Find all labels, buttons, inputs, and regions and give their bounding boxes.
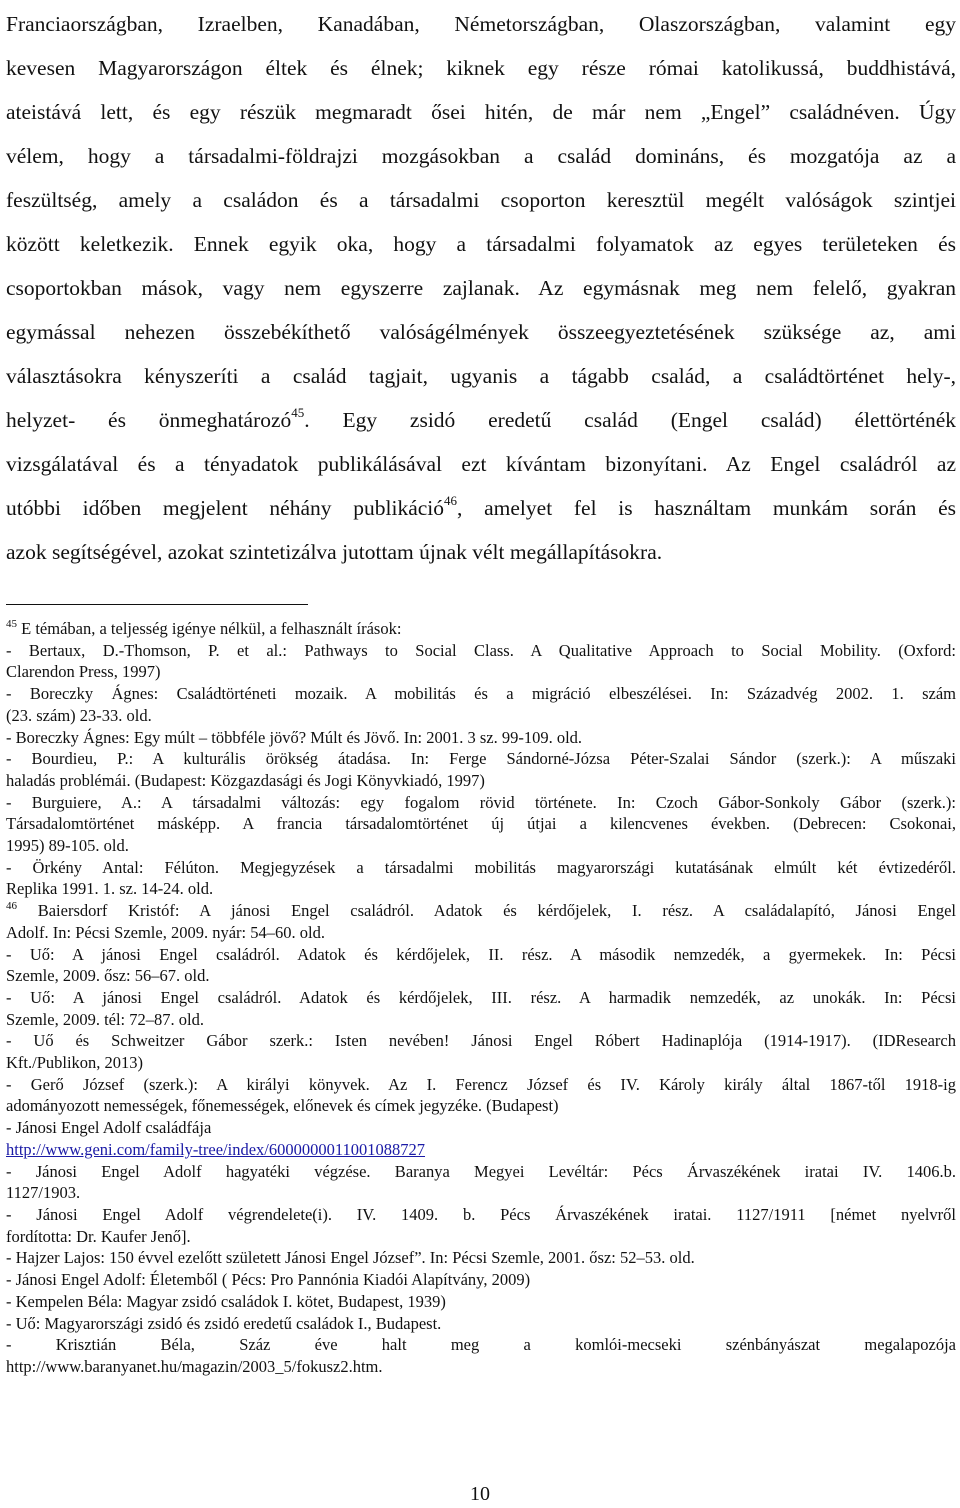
footnote-line: Szemle, 2009. tél: 72–87. old. xyxy=(6,1009,204,1029)
body-line: kevesen Magyarországon éltek és élnek; kiknek egy része római katolikussá, buddhistává, xyxy=(6,56,956,80)
footnote-line: - Gerő József (szerk.): A királyi könyvek. Az I. Ferencz József és IV. Károly király által 1867-től 1918-ig xyxy=(6,1074,956,1094)
footnote-ref-46[interactable]: 46 xyxy=(444,492,458,508)
body-line: között keletkezik. Ennek egyik oka, hogy a társadalmi folyamatok az egyes területeken és xyxy=(6,232,956,256)
footnote-line: - Bourdieu, P.: A kulturális örökség átadása. In: Ferge Sándorné-Józsa Péter-Szalai Sándor (szerk.): A műszaki xyxy=(6,749,956,769)
body-text-segment: helyzet- és önmeghatározó xyxy=(6,408,292,432)
footnote-line: - Jánosi Engel Adolf hagyatéki végzése. Baranya Megyei Levéltár: Pécs Árvaszékének iratai IV. 1406.b. xyxy=(6,1161,956,1181)
footnote-line: - Örkény Antal: Félúton. Megjegyzések a társadalmi mobilitás magyarországi kutatásának elmúlt két évtizedéről. xyxy=(6,857,956,877)
geni-family-tree-link[interactable]: http://www.geni.com/family-tree/index/6000000011001088727 xyxy=(6,1139,426,1159)
page-number: 10 xyxy=(470,1483,490,1505)
footnote-46-references-continued xyxy=(6,1161,956,1378)
footnote-line: - Kempelen Béla: Magyar zsidó családok I. kötet, Budapest, 1939) xyxy=(6,1291,446,1311)
footnote-line: Replika 1991. 1. sz. 14-24. old. xyxy=(6,879,214,899)
body-line: ateistává lett, és egy részük megmaradt ősei hitén, de már nem „Engel” családnéven. Úgy xyxy=(6,100,956,124)
footnote-line: - Jánosi Engel Adolf családfája xyxy=(6,1118,212,1138)
body-line: egymással nehezen összebékíthető valóságélmények összeegyeztetésének szüksége az, ami xyxy=(6,320,956,344)
footnote-ref-45[interactable]: 45 xyxy=(291,404,305,420)
footnote-line: Adolf. In: Pécsi Szemle, 2009. nyár: 54–60. old. xyxy=(6,922,325,942)
footnote-mark-45: 45 xyxy=(6,617,17,630)
footnote-line: - Jánosi Engel Adolf: Életemből ( Pécs: Pro Pannónia Kiadói Alapítvány, 2009) xyxy=(6,1270,531,1290)
footnote-line: - Bertaux, D.-Thomson, P. et al.: Pathways to Social Class. A Qualitative Approach to Social Mobility. (Oxford: xyxy=(6,640,956,660)
body-text-segment: . Egy zsidó eredetű család (Engel család) élettörténék xyxy=(304,408,956,432)
footnote-line: haladás problémái. (Budapest: Közgazdasági és Jogi Könyvkiadó, 1997) xyxy=(6,770,485,790)
footnote-line: - Boreczky Ágnes: Egy múlt – többféle jövő? Múlt és Jövő. In: 2001. 3 sz. 99-109. old. xyxy=(6,727,583,747)
footnote-line: Szemle, 2009. ősz: 56–67. old. xyxy=(6,966,210,986)
footnote-line: - Boreczky Ágnes: Családtörténeti mozaik. A mobilitás és a migráció elbeszélései. In: Századvég 2002. 1. szám xyxy=(6,684,956,704)
body-line: azok segítségével, azokat szintetizálva jutottam újnak vélt megállapításokra. xyxy=(6,540,663,564)
body-line: választásokra kényszeríti a család tagjait, ugyanis a tágabb család, a családtörténet hely-, xyxy=(6,364,956,388)
body-line xyxy=(6,486,956,530)
body-line: Franciaországban, Izraelben, Kanadában, Németországban, Olaszországban, valamint egy xyxy=(6,12,956,36)
footnote-line: - Krisztián Béla, Száz éve halt meg a komlói-mecseki szénbányászat megalapozója xyxy=(6,1335,956,1355)
footnote-line: Kft./Publikon, 2013) xyxy=(6,1053,144,1073)
footnote-45-references xyxy=(6,640,956,900)
footnote-line: adományozott nemességek, főnemességek, előnevek és címek jegyzéke. (Budapest) xyxy=(6,1096,559,1116)
body-text-segment: utóbbi időben megjelent néhány publikáció xyxy=(6,496,445,520)
footnote-text: Baiersdorf Kristóf: A jánosi Engel családról. Adatok és kérdőjelek, I. rész. A családalapító, Jánosi Engel xyxy=(17,901,956,921)
body-line xyxy=(6,398,956,442)
footnote-line: Clarendon Press, 1997) xyxy=(6,662,161,682)
footnote-46-references xyxy=(6,922,956,1139)
body-text-segment: , amelyet fel is használtam munkám során és xyxy=(457,496,957,520)
footnote-line: - Uő és Schweitzer Gábor szerk.: Isten nevében! Jánosi Engel Róbert Hadinaplója (1914-1917). (IDResearch xyxy=(6,1031,956,1051)
footnote-line: (23. szám) 23-33. old. xyxy=(6,705,152,725)
footnote-line: - Jánosi Engel Adolf végrendelete(i). IV. 1409. b. Pécs Árvaszékének iratai. 1127/1911 [német nyelvről xyxy=(6,1204,956,1224)
footnote-line: 1127/1903. xyxy=(6,1183,81,1203)
footnote-line: - Uő: Magyarországi zsidó és zsidó eredetű családok I., Budapest. xyxy=(6,1313,442,1333)
body-paragraph xyxy=(6,0,956,574)
footnote-line: fordította: Dr. Kaufer Jenő]. xyxy=(6,1226,191,1246)
footnote-link-line xyxy=(6,1139,956,1161)
body-line: csoportokban mások, vagy nem egyszerre zajlanak. Az egymásnak meg nem felelő, gyakran xyxy=(6,276,956,300)
footnote-separator xyxy=(6,604,308,605)
body-line: vizsgálatával és a tényadatok publikálásával ezt kívántam bizonyítani. Az Engel családról az xyxy=(6,452,956,476)
footnotes xyxy=(6,618,956,1378)
footnote-text: E témában, a teljesség igénye nélkül, a felhasznált írások: xyxy=(17,619,402,638)
footnote-line: - Uő: A jánosi Engel családról. Adatok és kérdőjelek, III. rész. A harmadik nemzedék, az unokák. In: Pécsi xyxy=(6,987,956,1007)
footnote-line: - Hajzer Lajos: 150 évvel ezelőtt született Jánosi Engel József”. In: Pécsi Szemle, 2001. ősz: 52–53. old. xyxy=(6,1248,695,1268)
document-page xyxy=(6,0,957,1376)
footnote-line: - Uő: A jánosi Engel családról. Adatok és kérdőjelek, II. rész. A második nemzedék, a gyermekek. In: Pécsi xyxy=(6,944,956,964)
footnote-line: http://www.baranyanet.hu/magazin/2003_5/fokusz2.htm. xyxy=(6,1356,383,1376)
footnote-line: - Burguiere, A.: A társadalmi változás: egy fogalom rövid története. In: Czoch Gábor-Sonkoly Gábor (szerk.): xyxy=(6,792,956,812)
footnote-45-heading xyxy=(6,618,956,640)
footnote-mark-46: 46 xyxy=(6,899,17,912)
body-line: vélem, hogy a társadalmi-földrajzi mozgásokban a család domináns, és mozgatója az a xyxy=(6,144,956,168)
footnote-line: 1995) 89-105. old. xyxy=(6,836,129,856)
body-line: feszültség, amely a családon és a társadalmi csoporton keresztül megélt valóságok szintjei xyxy=(6,188,956,212)
footnote-line: Társadalomtörténet másképp. A francia társadalomtörténet új útjai a kilencvenes években. (Debrecen: Csokonai, xyxy=(6,814,956,834)
footnote-46-heading xyxy=(6,900,956,922)
